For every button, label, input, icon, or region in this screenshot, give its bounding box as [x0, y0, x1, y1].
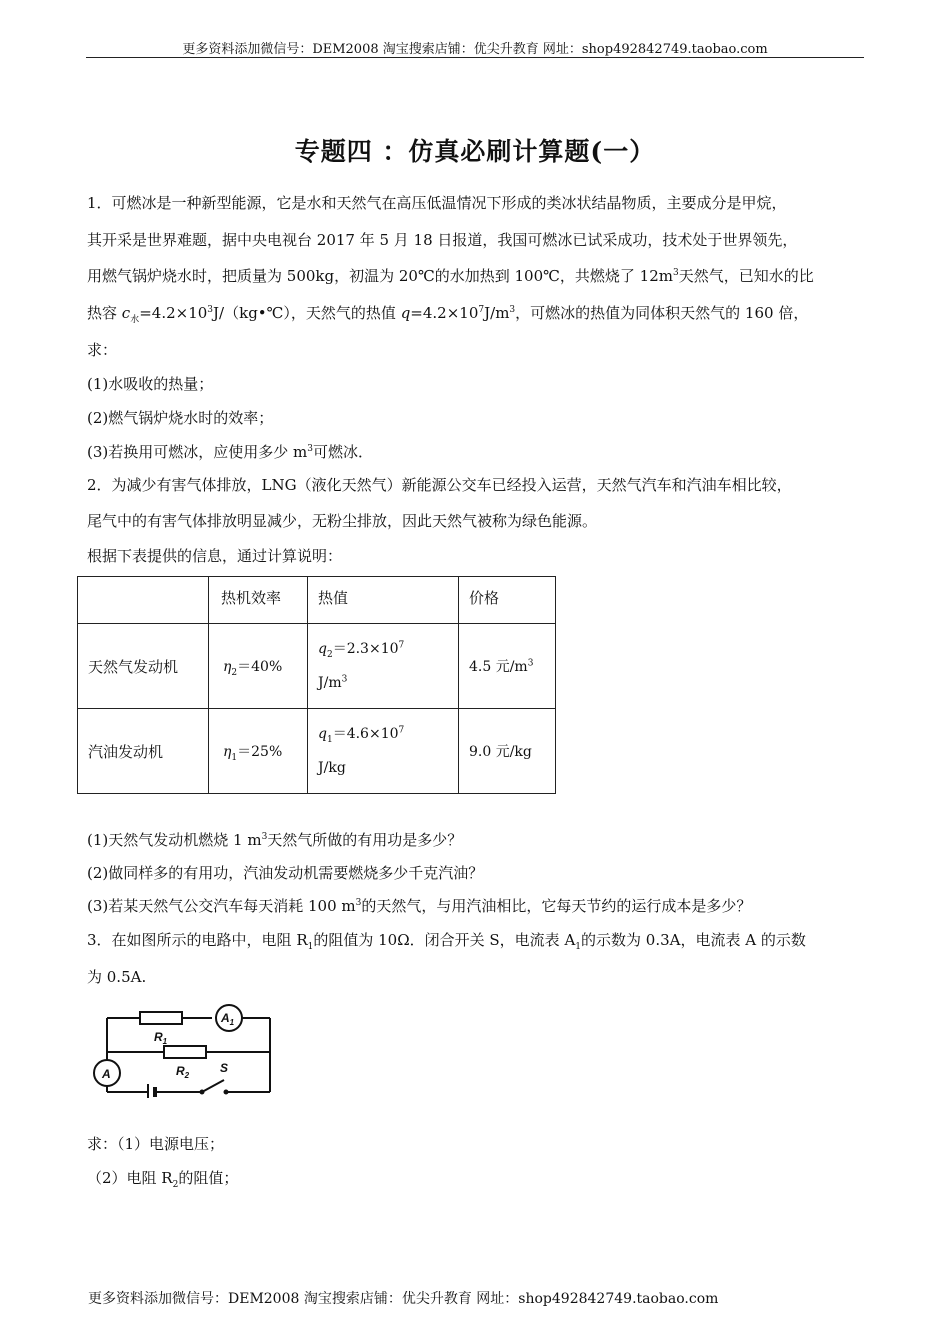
row2-efficiency [209, 741, 307, 761]
q2-line-1: 2．为减少有害气体排放，LNG（液化天然气）新能源公交车已经投入运营，天然气汽车和汽油车相比较， [87, 476, 792, 494]
q1-line-4 [87, 303, 808, 323]
q1-line-3b: 天然气，已知水的比 [678, 267, 814, 285]
table-header-cell [209, 577, 308, 624]
table-cell [209, 709, 308, 794]
q2-sub-3 [87, 896, 751, 916]
eta-symbol: η [223, 744, 232, 760]
row1-heat-value [308, 624, 458, 700]
switch-contact [200, 1090, 205, 1095]
label-s: S [220, 1061, 229, 1075]
q3-line-2: 为 0.5A. [87, 968, 147, 986]
q-sup: 7 [398, 725, 405, 736]
table-cell [459, 624, 556, 709]
header-heat-value: 热值 [318, 589, 349, 607]
table-cell [78, 709, 209, 794]
q3-l1a: 3．在如图所示的电路中，电阻 R [87, 931, 308, 949]
row1-name: 天然气发动机 [88, 657, 179, 676]
q2-s1b: 天然气所做的有用功是多少？ [267, 831, 463, 849]
q1-line-2: 其开采是世界难题，据中央电视台 2017 年 5 月 18 日报道，我国可燃冰已试采成功，技术处于世界领先， [87, 231, 798, 249]
eta-value: ＝40% [237, 659, 283, 675]
eta-symbol: η [223, 659, 232, 675]
row2-heat-value [308, 709, 458, 785]
q3-s2b: 的阻值； [178, 1169, 239, 1187]
q-unit-sup: 3 [341, 674, 348, 685]
q3-s2sub: 2 [172, 1180, 179, 1190]
q1-l4d: J/（kg•℃），天然气的热值 [213, 304, 401, 322]
q1-sub-3 [87, 442, 373, 462]
q2-s1a: (1)天然气发动机燃烧 1 m [87, 831, 262, 849]
q1-line-3a: 用燃气锅炉烧水时，把质量为 500kg，初温为 20℃的水加热到 100℃，共燃烧了 12m [87, 267, 673, 285]
q1-l4c: c [121, 304, 131, 322]
resistor-r1 [140, 1012, 182, 1024]
header-divider [86, 57, 864, 58]
q2-sub-1 [87, 830, 462, 850]
q3-l1sub1: 1 [307, 942, 314, 952]
table-row [78, 709, 556, 794]
q-sub: 2 [326, 649, 333, 660]
table-row [78, 624, 556, 709]
row1-efficiency [209, 656, 307, 676]
table-header-cell [78, 577, 209, 624]
q2-line-3: 根据下表提供的信息，通过计算说明： [87, 547, 343, 565]
q1-l4f: J/m [484, 304, 510, 322]
page-footer: 更多资料添加微信号：DEM2008 淘宝搜索店铺：优尖升教育 网址：shop492842749.taobao.com [88, 1291, 719, 1307]
label-a1: $A_1$ [221, 1011, 235, 1027]
label-r1: $R_1$ [154, 1030, 168, 1046]
q1-l4sup1: 3 [207, 305, 214, 315]
q-symbol: q [318, 641, 327, 657]
q1-sub-2: (2)燃气锅炉烧水时的效率； [87, 409, 274, 427]
header-price: 价格 [469, 589, 500, 607]
q1-sub-1: (1)水吸收的热量； [87, 375, 214, 393]
q1-l4sub: 水 [130, 315, 140, 325]
q1-l4e: =4.2×10 [410, 304, 479, 322]
page-title: 专题四 ：仿真必刷计算题(一） [294, 137, 656, 166]
fuel-comparison-table [77, 576, 556, 794]
q1-l4q: q [400, 304, 411, 322]
table-cell [308, 624, 459, 709]
table-header-cell [308, 577, 459, 624]
q-value: ＝2.3×10 [332, 641, 399, 657]
q3-line-1 [87, 930, 806, 950]
row2-name: 汽油发动机 [88, 742, 164, 761]
header-efficiency: 热机效率 [221, 589, 282, 607]
q3-sub-2 [87, 1168, 238, 1188]
q-symbol: q [318, 726, 327, 742]
row1-price [459, 656, 555, 676]
q-unit: J/kg [318, 760, 346, 776]
q1-s3sup: 3 [307, 444, 313, 454]
page-header: 更多资料添加微信号：DEM2008 淘宝搜索店铺：优尖升教育 网址：shop492842749.taobao.com [182, 42, 768, 57]
q2-s1sup: 3 [261, 832, 268, 842]
price-sup: 3 [527, 658, 534, 669]
q3-sub-1: 求：（1）电源电压； [87, 1135, 225, 1153]
q1-line-3 [87, 266, 814, 286]
q1-l4b: =4.2×10 [139, 304, 208, 322]
eta-value: ＝25% [237, 744, 283, 760]
q1-s3b: 可燃冰． [312, 443, 373, 461]
table-cell [78, 624, 209, 709]
resistor-r2 [164, 1046, 206, 1058]
q3-l1c: 的示数为 0.3A，电流表 A 的示数 [581, 931, 806, 949]
q1-l4sup3: 3 [509, 305, 516, 315]
q-unit: J/m [318, 675, 342, 691]
table-header-cell [459, 577, 556, 624]
q2-sub-2: (2)做同样多的有用功，汽油发动机需要燃烧多少千克汽油？ [87, 864, 484, 882]
eta-sub: 2 [231, 667, 238, 678]
table-header-row [78, 577, 556, 624]
switch-blade [202, 1080, 224, 1092]
q3-l1b: 的阻值为 10Ω．闭合开关 S，电流表 A [313, 931, 576, 949]
row2-price: 9.0 元/kg [469, 744, 532, 760]
q2-s3sup: 3 [355, 898, 362, 908]
q3-l1sub2: 1 [575, 942, 582, 952]
q1-l4sup2: 7 [478, 305, 485, 315]
q-sup: 7 [398, 640, 405, 651]
eta-sub: 1 [231, 752, 238, 763]
q3-s2a: （2）电阻 R [87, 1169, 173, 1187]
q2-s3a: (3)若某天然气公交汽车每天消耗 100 m [87, 897, 356, 915]
q1-line-5: 求： [87, 341, 118, 359]
label-a: A [102, 1067, 111, 1081]
label-r2: $R_2$ [176, 1064, 190, 1080]
q-sub: 1 [326, 734, 333, 745]
q1-s3a: (3)若换用可燃冰，应使用多少 m [87, 443, 308, 461]
circuit-diagram [92, 1000, 274, 1098]
q2-line-2: 尾气中的有害气体排放明显减少，无粉尘排放，因此天然气被称为绿色能源。 [87, 512, 598, 530]
table-cell [308, 709, 459, 794]
table-cell [459, 709, 556, 794]
q1-l4g: ，可燃冰的热值为同体积天然气的 160 倍， [515, 304, 809, 322]
q-value: ＝4.6×10 [332, 726, 399, 742]
q2-s3b: 的天然气，与用汽油相比，它每天节约的运行成本是多少？ [361, 897, 752, 915]
price-value: 4.5 元/m [469, 659, 528, 675]
q1-l4a: 热容 [87, 304, 122, 322]
table-cell [209, 624, 308, 709]
q1-line-1: 1．可燃冰是一种新型能源，它是水和天然气在高压低温情况下形成的类冰状结晶物质，主要成分是甲烷， [87, 194, 787, 212]
q1-sup: 3 [672, 268, 679, 278]
switch-contact [224, 1090, 229, 1095]
